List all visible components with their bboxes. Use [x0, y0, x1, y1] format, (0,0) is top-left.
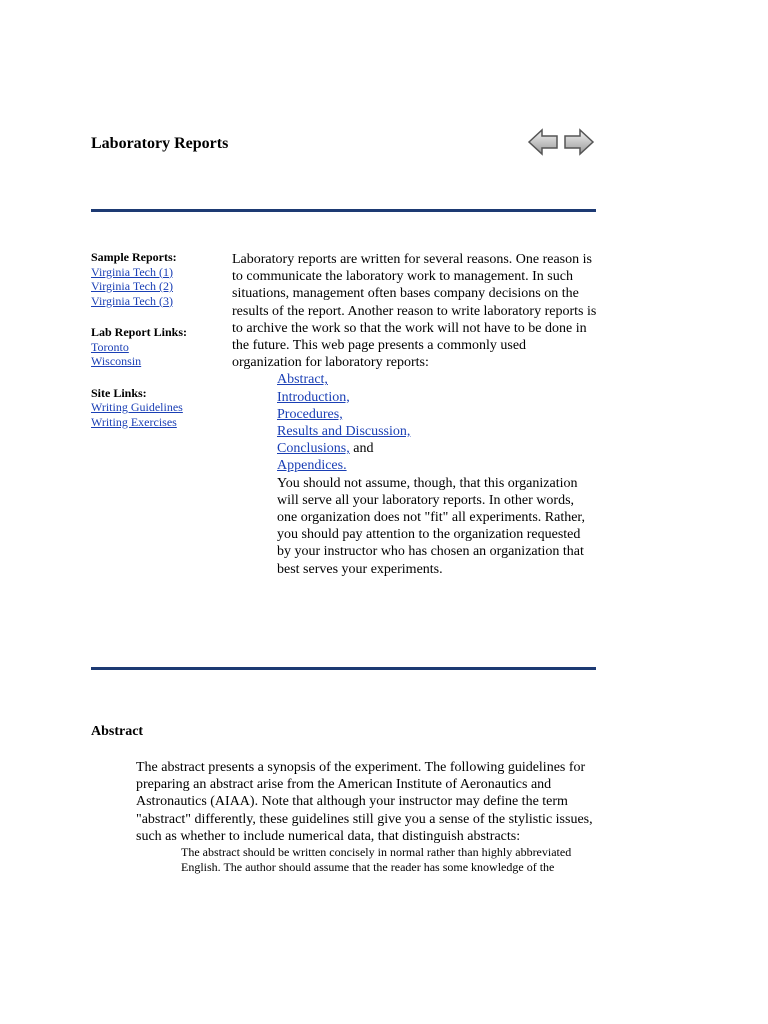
page-navigation	[527, 127, 595, 157]
left-arrow-icon[interactable]	[527, 127, 559, 157]
toc-link-appendices[interactable]: Appendices.	[277, 458, 347, 474]
toc-link-abstract[interactable]: Abstract,	[277, 372, 328, 388]
toc-link-results-discussion[interactable]: Results and Discussion,	[277, 424, 411, 440]
abstract-section	[136, 759, 596, 875]
toc-item	[277, 457, 597, 474]
right-arrow-icon[interactable]	[563, 127, 595, 157]
abstract-paragraph: The abstract presents a synopsis of the experiment. The following guidelines for preparing an abstract arise from the American Institute of Aeronautics and Astronautics (AIAA). Note that although your instructor may define the term "abstract" differently, these guidelines still give you a sense of the stylistic issues, such as whether to include numerical data, that distinguish abstracts:	[136, 760, 593, 844]
link-writing-exercises[interactable]: Writing Exercises	[91, 414, 177, 429]
toc-item	[277, 440, 597, 457]
contents-list	[277, 371, 597, 474]
link-wisconsin[interactable]: Wisconsin	[91, 354, 142, 368]
abstract-heading: Abstract	[91, 724, 144, 739]
link-virginia-tech-3[interactable]: Virginia Tech (3)	[91, 293, 173, 308]
toc-link-conclusions[interactable]: Conclusions,	[277, 441, 350, 457]
abstract-guideline: The abstract should be written concisely in normal rather than highly abbreviated English. The author should assume that the reader has some knowledge of the	[181, 845, 572, 875]
link-virginia-tech-2[interactable]: Virginia Tech (2)	[91, 279, 173, 293]
toc-item	[277, 371, 597, 388]
intro-paragraph: Laboratory reports are written for several reasons. One reason is to communicate the laboratory work to management. In such situations, management often bases company decisions on the results of the report. Another reason to write laboratory reports is to archive the work so that the work will not have to be done in the future. This web page presents a commonly used organization for laboratory reports:	[232, 252, 597, 371]
toc-link-introduction[interactable]: Introduction,	[277, 389, 350, 405]
lab-report-links-group	[91, 325, 221, 369]
sidebar	[91, 250, 221, 446]
link-virginia-tech-1[interactable]: Virginia Tech (1)	[91, 264, 173, 279]
lab-report-links-heading: Lab Report Links:	[91, 325, 188, 339]
caveat-paragraph: You should not assume, though, that this organization will serve all your laboratory reports. In other words, one organization does not "fit" all experiments. Rather, you should pay attention to the organization requested by your instructor who has chosen an organization that best serves your experiments.	[277, 475, 586, 577]
top-divider	[91, 209, 596, 212]
toc-link-procedures[interactable]: Procedures,	[277, 406, 343, 422]
toc-item	[277, 406, 597, 423]
sample-reports-group	[91, 250, 221, 308]
section-divider	[91, 667, 596, 670]
page-title: Laboratory Reports	[91, 135, 229, 152]
link-toronto[interactable]: Toronto	[91, 339, 129, 354]
site-links-group	[91, 386, 221, 430]
toc-conjunction: and	[349, 441, 374, 457]
toc-item	[277, 389, 597, 406]
sample-reports-heading: Sample Reports:	[91, 250, 177, 264]
link-writing-guidelines[interactable]: Writing Guidelines	[91, 400, 183, 414]
intro-section	[232, 251, 597, 578]
site-links-heading: Site Links:	[91, 385, 147, 400]
toc-item	[277, 423, 597, 440]
